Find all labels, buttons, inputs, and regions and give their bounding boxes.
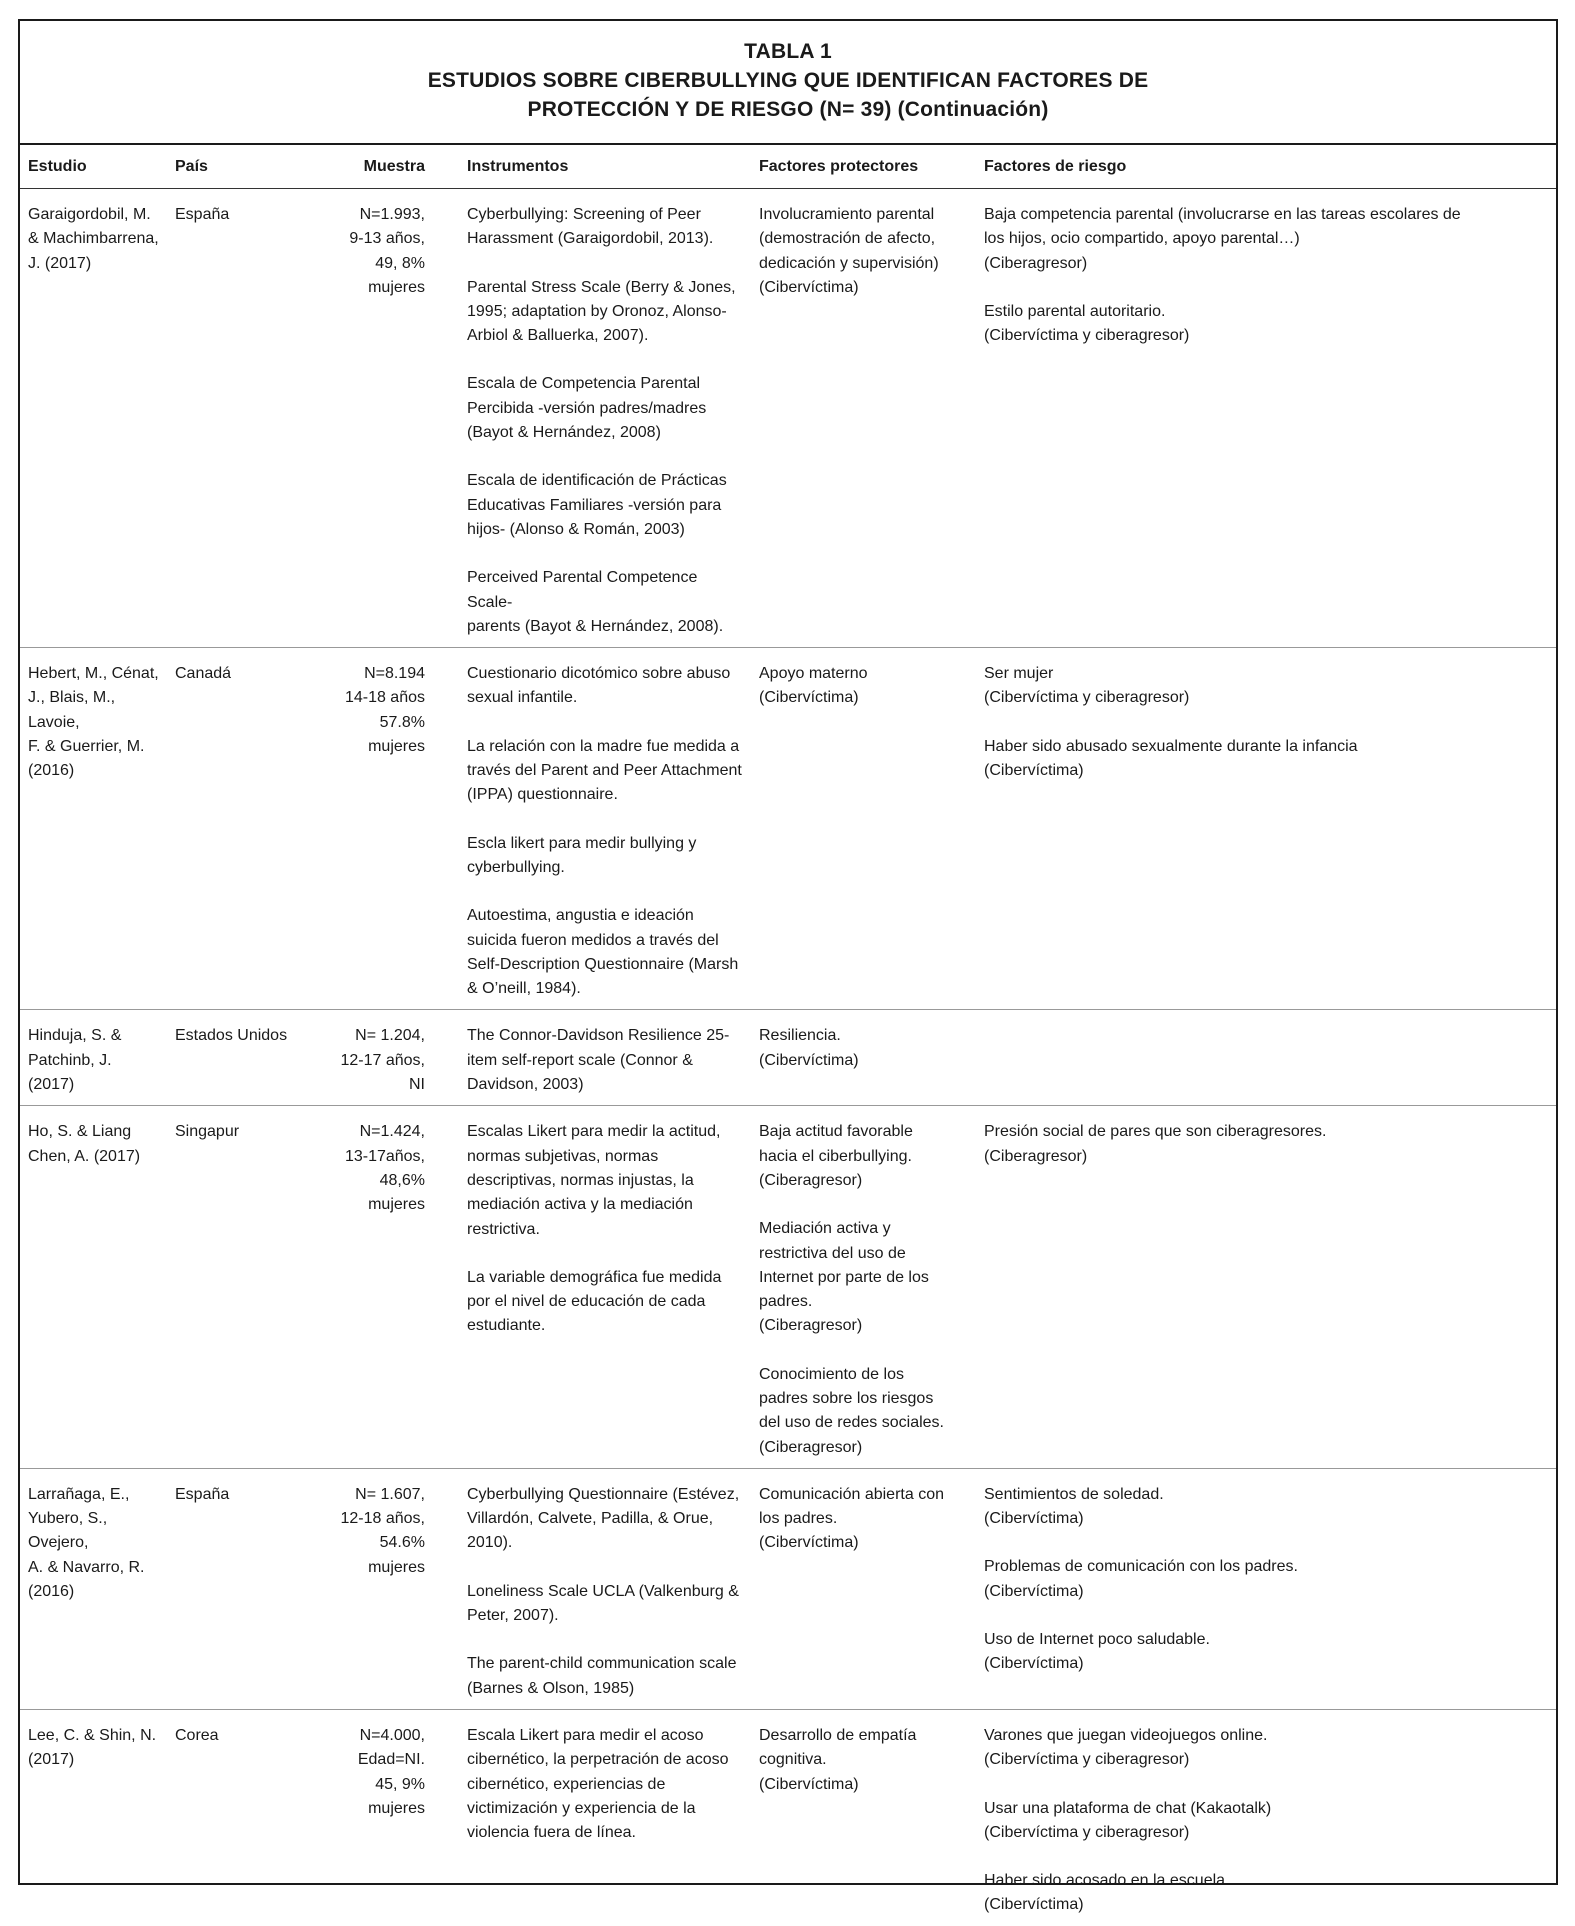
header-protectores: Factores protectores: [751, 145, 976, 189]
cell-paragraph: [467, 372, 743, 445]
cell-line: (Ciberagresor): [759, 1317, 863, 1335]
cell-paragraph: [984, 203, 1548, 276]
cell-line: Sentimientos de soledad.: [984, 1485, 1164, 1503]
cell-paragraph: [759, 1024, 968, 1073]
cell-line: (Cibervíctima): [759, 1534, 859, 1552]
cell-line: Desarrollo de empatía: [759, 1726, 917, 1744]
cell-line: & O’neill, 1984).: [467, 980, 581, 998]
studies-table: [20, 145, 1556, 1926]
cell-line: (Cibervíctima): [984, 1510, 1084, 1528]
cell-line: Presión social de pares que son ciberagresores.: [984, 1123, 1327, 1141]
cell-estudio: [20, 189, 167, 648]
cell-instrumentos: [437, 1106, 751, 1469]
cell-line: (IPPA) questionnaire.: [467, 786, 618, 804]
cell-line: parents (Bayot & Hernández, 2008).: [467, 617, 724, 635]
cell-line: estudiante.: [467, 1317, 546, 1335]
cell-paragraph: [984, 1120, 1548, 1169]
cell-estudio: [20, 1468, 167, 1709]
cell-line: hacia el ciberbullying.: [759, 1147, 912, 1165]
cell-muestra: [319, 1010, 437, 1106]
cell-instrumentos: [437, 189, 751, 648]
cell-line: por el nivel de educación de cada: [467, 1293, 706, 1311]
cell-line: Escala de identificación de Prácticas: [467, 472, 727, 490]
cell-line: Davidson, 2003): [467, 1076, 584, 1094]
cell-line: 13-17años,: [344, 1147, 425, 1165]
cell-line: padres.: [759, 1293, 813, 1311]
cell-muestra: [319, 1106, 437, 1469]
cell-paragraph: [759, 1363, 968, 1460]
cell-line: 1995; adaptation by Oronoz, Alonso-: [467, 302, 727, 320]
cell-line: (Cibervíctima): [984, 1582, 1084, 1600]
cell-line: Resiliencia.: [759, 1027, 841, 1045]
cell-paragraph: [467, 1024, 743, 1097]
cell-line: La variable demográfica fue medida: [467, 1268, 722, 1286]
cell-riesgo: [976, 189, 1556, 648]
cell-paragraph: [984, 1555, 1548, 1604]
caption-line: TABLA 1: [744, 40, 832, 63]
caption-line: PROTECCIÓN Y DE RIESGO (N= 39) (Continuación): [527, 98, 1049, 121]
header-estudio: Estudio: [20, 145, 167, 189]
cell-line: 12-18 años,: [340, 1510, 425, 1528]
cell-paragraph: [467, 735, 743, 808]
cell-line: (Cibervíctima): [759, 1051, 859, 1069]
cell-line: 54.6% mujeres: [368, 1534, 425, 1576]
cell-pais: Singapur: [175, 1123, 240, 1141]
cell-estudio: [20, 1709, 167, 1925]
table-body: [20, 189, 1556, 1926]
cell-paragraph: [467, 276, 743, 349]
cell-line: (Ciberagresor): [984, 254, 1088, 272]
cell-line: N=1.424,: [359, 1123, 425, 1141]
cell-muestra: [319, 1468, 437, 1709]
table-row: [20, 1468, 1556, 1709]
cell-line: & Machimbarrena,: [28, 230, 159, 248]
header-pais: País: [167, 145, 319, 189]
cell-line: Mediación activa y: [759, 1220, 891, 1238]
cell-line: Lee, C. & Shin, N.: [28, 1726, 157, 1744]
cell-line: Problemas de comunicación con los padres.: [984, 1558, 1298, 1576]
cell-paragraph: [759, 203, 968, 300]
cell-line: Escla likert para medir bullying y: [467, 834, 697, 852]
cell-line: Varones que juegan videojuegos online.: [984, 1726, 1268, 1744]
cell-line: Ho, S. & Liang: [28, 1123, 132, 1141]
cell-line: (Cibervíctima y ciberagresor): [984, 1751, 1190, 1769]
cell-line: F. & Guerrier, M.: [28, 738, 145, 756]
cell-muestra: [319, 648, 437, 1010]
cell-line: Larrañaga, E.,: [28, 1485, 130, 1503]
cell-line: (Cibervíctima y ciberagresor): [984, 1823, 1190, 1841]
cell-line: 48,6% mujeres: [368, 1171, 425, 1214]
cell-line: The parent-child communication scale: [467, 1655, 737, 1673]
cell-line: Apoyo materno: [759, 665, 868, 683]
cell-paragraph: [467, 1120, 743, 1241]
cell-line: (Cibervíctima): [759, 689, 859, 707]
cell-line: (Cibervíctima): [984, 762, 1084, 780]
cell-protectores: [751, 648, 976, 1010]
cell-line: 2010).: [467, 1534, 513, 1552]
cell-line: Parental Stress Scale (Berry & Jones,: [467, 278, 736, 296]
cell-line: cibernético, la perpetración de acoso: [467, 1751, 729, 1769]
cell-line: Uso de Internet poco saludable.: [984, 1631, 1210, 1649]
cell-pais: Canadá: [175, 665, 232, 683]
cell-line: J. (2017): [28, 254, 92, 272]
cell-line: dedicación y supervisión): [759, 254, 939, 272]
cell-line: (Cibervíctima): [759, 1775, 859, 1793]
cell-paragraph: [759, 1724, 968, 1797]
cell-line: Usar una plataforma de chat (Kakaotalk): [984, 1799, 1272, 1817]
cell-line: The Connor-Davidson Resilience 25-: [467, 1027, 730, 1045]
cell-line: N= 1.607,: [355, 1485, 425, 1503]
cell-line: (2016): [28, 762, 75, 780]
cell-line: NI: [409, 1076, 425, 1094]
cell-line: (Cibervíctima y ciberagresor): [984, 689, 1190, 707]
cell-line: N= 1.204,: [355, 1027, 425, 1045]
cell-line: cyberbullying.: [467, 858, 565, 876]
cell-line: Patchinb, J. (2017): [28, 1051, 112, 1094]
cell-line: Haber sido abusado sexualmente durante la infancia: [984, 737, 1358, 755]
cell-paragraph: [984, 1797, 1548, 1846]
cell-line: N=1.993,: [359, 206, 425, 223]
cell-line: Educativas Familiares -versión para: [467, 496, 722, 514]
cell-line: (2016): [28, 1583, 75, 1601]
cell-line: victimización y experiencia de la: [467, 1799, 696, 1817]
cell-line: A. & Navarro, R.: [28, 1558, 145, 1576]
cell-line: Haber sido acosado en la escuela.: [984, 1872, 1230, 1890]
cell-paragraph: [984, 662, 1548, 711]
cell-line: Baja competencia parental (involucrarse en las tareas escolares de: [984, 206, 1461, 223]
table-row: [20, 1709, 1556, 1925]
cell-line: (Bayot & Hernández, 2008): [467, 424, 661, 442]
cell-line: 45, 9% mujeres: [368, 1775, 425, 1817]
cell-line: Internet por parte de los: [759, 1268, 929, 1286]
cell-line: Harassment (Garaigordobil, 2013).: [467, 230, 714, 248]
cell-instrumentos: [437, 1010, 751, 1106]
cell-line: (Ciberagresor): [759, 1171, 863, 1189]
cell-line: (Cibervíctima): [759, 278, 859, 296]
cell-line: N=4.000,: [359, 1726, 425, 1744]
cell-line: sexual infantile.: [467, 689, 578, 707]
cell-line: Hebert, M., Cénat,: [28, 665, 159, 683]
cell-line: Ser mujer: [984, 665, 1054, 683]
cell-line: item self-report scale (Connor &: [467, 1051, 693, 1069]
cell-instrumentos: [437, 1709, 751, 1925]
cell-instrumentos: [437, 1468, 751, 1709]
cell-line: cognitiva.: [759, 1751, 827, 1769]
cell-protectores: [751, 1468, 976, 1709]
cell-line: violencia fuera de línea.: [467, 1824, 636, 1842]
cell-line: Escala Likert para medir el acoso: [467, 1726, 704, 1744]
cell-paragraph: [759, 1483, 968, 1556]
cell-paragraph: [467, 904, 743, 1001]
cell-paragraph: [467, 662, 743, 711]
cell-line: Cyberbullying Questionnaire (Estévez,: [467, 1485, 740, 1503]
cell-line: (Barnes & Olson, 1985): [467, 1679, 635, 1697]
cell-line: restrictiva.: [467, 1220, 540, 1238]
cell-protectores: [751, 189, 976, 648]
cell-estudio: [20, 648, 167, 1010]
cell-line: (2017): [28, 1751, 75, 1769]
cell-riesgo: [976, 648, 1556, 1010]
cell-estudio: [20, 1010, 167, 1106]
cell-line: Baja actitud favorable: [759, 1123, 913, 1141]
cell-line: Villardón, Calvete, Padilla, & Orue,: [467, 1510, 714, 1528]
cell-estudio: [20, 1106, 167, 1469]
cell-instrumentos: [437, 648, 751, 1010]
cell-pais: Corea: [175, 1726, 219, 1744]
header-row: [20, 145, 1556, 189]
cell-paragraph: [467, 1652, 743, 1701]
cell-paragraph: [984, 1724, 1548, 1773]
cell-paragraph: [759, 1217, 968, 1338]
table-caption: [20, 21, 1556, 145]
cell-pais: Estados Unidos: [175, 1027, 288, 1045]
cell-line: (demostración de afecto,: [759, 230, 936, 248]
cell-line: 9-13 años,: [349, 230, 425, 248]
cell-muestra: [319, 189, 437, 648]
cell-line: Escalas Likert para medir la actitud,: [467, 1123, 721, 1141]
cell-line: hijos- (Alonso & Román, 2003): [467, 520, 685, 538]
table-row: [20, 1106, 1556, 1469]
cell-paragraph: [759, 1120, 968, 1193]
cell-line: descriptivas, normas injustas, la: [467, 1171, 694, 1189]
cell-riesgo: [976, 1106, 1556, 1469]
header-instrumentos: Instrumentos: [437, 145, 751, 189]
cell-line: Estilo parental autoritario.: [984, 302, 1166, 320]
cell-protectores: [751, 1106, 976, 1469]
cell-paragraph: [467, 1580, 743, 1629]
cell-line: La relación con la madre fue medida a: [467, 737, 740, 755]
cell-paragraph: [984, 1483, 1548, 1532]
cell-paragraph: [467, 469, 743, 542]
cell-line: 12-17 años,: [340, 1051, 425, 1069]
cell-line: Cyberbullying: Screening of Peer: [467, 206, 701, 223]
cell-paragraph: [467, 566, 743, 639]
header-muestra: Muestra: [319, 145, 437, 189]
cell-paragraph: [984, 300, 1548, 349]
cell-line: cibernético, experiencias de: [467, 1775, 666, 1793]
cell-protectores: [751, 1010, 976, 1106]
cell-line: Cuestionario dicotómico sobre abuso: [467, 665, 731, 683]
cell-line: Comunicación abierta con: [759, 1485, 944, 1503]
cell-line: N=8.194: [364, 665, 425, 683]
cell-paragraph: [984, 1628, 1548, 1677]
cell-line: (Cibervíctima): [984, 1896, 1084, 1914]
cell-line: restrictiva del uso de: [759, 1244, 906, 1262]
cell-line: 49, 8% mujeres: [368, 254, 425, 296]
cell-line: mediación activa y la mediación: [467, 1196, 693, 1214]
cell-protectores: [751, 1709, 976, 1925]
table-row: [20, 189, 1556, 648]
cell-line: Loneliness Scale UCLA (Valkenburg &: [467, 1582, 739, 1600]
cell-pais: España: [175, 1485, 230, 1503]
table-frame: [18, 19, 1558, 1914]
cell-line: Hinduja, S. &: [28, 1027, 122, 1045]
cell-line: 57.8% mujeres: [368, 713, 425, 756]
cell-paragraph: [467, 1724, 743, 1845]
cell-line: Self-Description Questionnaire (Marsh: [467, 955, 739, 973]
cell-line: Autoestima, angustia e ideación: [467, 907, 694, 925]
cell-line: Escala de Competencia Parental: [467, 375, 701, 393]
cell-line: suicida fueron medidos a través del: [467, 931, 719, 949]
header-riesgo: Factores de riesgo: [976, 145, 1556, 189]
cell-line: los padres.: [759, 1510, 838, 1528]
cell-line: (Ciberagresor): [984, 1147, 1088, 1165]
table-row: [20, 648, 1556, 1010]
cell-line: Edad=NI.: [357, 1751, 425, 1769]
cell-line: Perceived Parental Competence Scale-: [467, 569, 698, 611]
cell-line: Involucramiento parental: [759, 206, 935, 223]
cell-line: través del Parent and Peer Attachment: [467, 762, 742, 780]
cell-paragraph: [467, 203, 743, 252]
cell-line: los hijos, ocio compartido, apoyo parental…): [984, 230, 1300, 248]
cell-line: Percibida -versión padres/madres: [467, 399, 707, 417]
table-row: [20, 1010, 1556, 1106]
cell-line: normas subjetivas, normas: [467, 1147, 659, 1165]
cell-line: Conocimiento de los: [759, 1365, 904, 1383]
cell-line: Yubero, S., Ovejero,: [28, 1510, 108, 1552]
cell-riesgo: [976, 1709, 1556, 1925]
cell-riesgo: [976, 1010, 1556, 1106]
cell-line: (Cibervíctima): [984, 1655, 1084, 1673]
cell-paragraph: [984, 1869, 1548, 1918]
cell-line: (Ciberagresor): [759, 1438, 863, 1456]
cell-muestra: [319, 1709, 437, 1925]
cell-paragraph: [467, 832, 743, 881]
cell-line: Chen, A. (2017): [28, 1147, 141, 1165]
cell-line: Peter, 2007).: [467, 1607, 559, 1625]
cell-line: padres sobre los riesgos: [759, 1389, 934, 1407]
cell-paragraph: [984, 735, 1548, 784]
cell-paragraph: [467, 1483, 743, 1556]
cell-line: Garaigordobil, M.: [28, 206, 151, 223]
cell-line: del uso de redes sociales.: [759, 1414, 944, 1432]
cell-line: Arbiol & Balluerka, 2007).: [467, 327, 649, 345]
cell-paragraph: [759, 662, 968, 711]
cell-paragraph: [467, 1266, 743, 1339]
cell-riesgo: [976, 1468, 1556, 1709]
cell-pais: España: [175, 206, 230, 223]
caption-line: ESTUDIOS SOBRE CIBERBULLYING QUE IDENTIFICAN FACTORES DE: [427, 69, 1149, 92]
cell-line: J., Blais, M., Lavoie,: [28, 689, 116, 731]
cell-line: 14-18 años: [344, 689, 425, 707]
cell-line: (Cibervíctima y ciberagresor): [984, 327, 1190, 345]
